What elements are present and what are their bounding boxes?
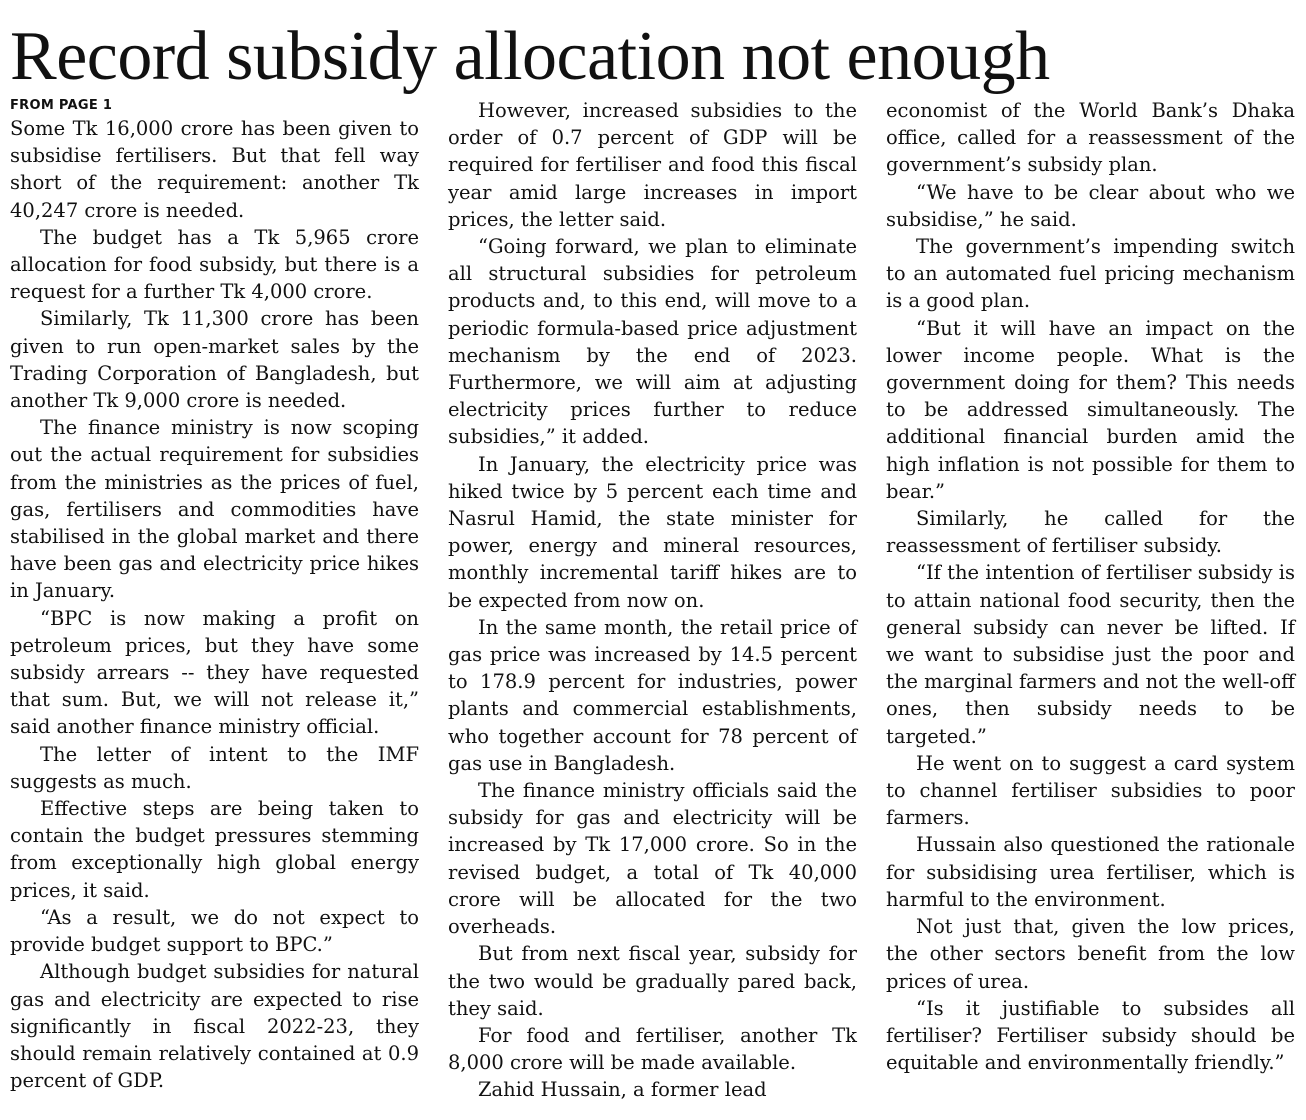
paragraph: He went on to suggest a card system to channel fertiliser subsidies to poor farmers. — [886, 751, 1295, 830]
paragraph: The finance ministry is now scoping out the actual requirement for subsidies from the ministries as the prices of fuel, gas, fertilisers and commodities have stabilised in the global market and there have been gas and electricity price hikes in January. — [10, 416, 419, 603]
paragraph: “Is it justifiable to subsides all fertiliser? Fertiliser subsidy should be equitable and environmentally friendly.” — [886, 996, 1295, 1075]
paragraph: “If the intention of fertiliser subsidy is to attain national food security, then the general subsidy can never be lifted. If we want to subsidise just the poor and the marginal farmers and not the well-off ones, then subsidy needs to be targeted.” — [886, 561, 1295, 748]
paragraph: The government’s impending switch to an automated fuel pricing mechanism is a good plan. — [886, 235, 1295, 313]
paragraph: “Going forward, we plan to eliminate all structural subsidies for petroleum products and, to this end, will move to a periodic formula-based price adjustment mechanism by the end of 2023. Furthermore, we will aim at adjusting electricity prices further to reduce subsidies,” it added. — [448, 235, 857, 449]
paragraph: Not just that, given the low prices, the other sectors benefit from the low prices of urea. — [886, 915, 1295, 993]
paragraph: For food and fertiliser, another Tk 8,000 crore will be made available. — [448, 1023, 857, 1075]
paragraph: The budget has a Tk 5,965 crore allocation for food subsidy, but there is a request for a further Tk 4,000 crore. — [10, 225, 419, 304]
article-column-1 — [10, 97, 419, 1094]
article-column-3 — [886, 97, 1295, 1076]
paragraph: But from next fiscal year, subsidy for the two would be gradually pared back, they said. — [448, 942, 857, 1020]
paragraph: In January, the electricity price was hiked twice by 5 percent each time and Nasrul Hamid, the state minister for power, energy and mineral resources, monthly incremental tariff hikes are to be expected from now on. — [448, 452, 857, 612]
paragraph: Although budget subsidies for natural gas and electricity are expected to rise significantly in fiscal 2022-23, they should remain relatively contained at 0.9 percent of GDP. — [10, 960, 419, 1093]
paragraph: Some Tk 16,000 crore has been given to subsidise fertilisers. But that fell way short of the requirement: another Tk 40,247 crore is needed. — [10, 117, 419, 222]
paragraph: “As a result, we do not expect to provide budget support to BPC.” — [10, 905, 419, 957]
headline: Record subsidy allocation not enough — [10, 18, 1050, 95]
paragraph: “We have to be clear about who we subsidise,” he said. — [886, 180, 1295, 231]
paragraph: In the same month, the retail price of gas price was increased by 14.5 percent to 178.9 percent for industries, power plants and commercial establishments, who together account for 78 percent of gas use in Bangladesh. — [448, 615, 857, 775]
paragraph: However, increased subsidies to the order of 0.7 percent of GDP will be required for fertiliser and food this fiscal year amid large increases in import prices, the letter said. — [448, 99, 857, 231]
paragraph: Effective steps are being taken to contain the budget pressures stemming from exceptionally high global energy prices, it said. — [10, 797, 419, 902]
paragraph: The letter of intent to the IMF suggests as much. — [10, 742, 419, 793]
paragraph: Similarly, he called for the reassessment of fertiliser subsidy. — [886, 507, 1295, 558]
paragraph: Zahid Hussain, a former lead — [478, 1078, 767, 1102]
paragraph: “But it will have an impact on the lower income people. What is the government doing for them? This needs to be addressed simultaneously. The additional financial burden amid the high inflation is not possible for them to bear.” — [886, 316, 1295, 503]
paragraph: Hussain also questioned the rationale for subsidising urea fertiliser, which is harmful to the environment. — [886, 833, 1295, 911]
paragraph: The finance ministry officials said the subsidy for gas and electricity will be increased by Tk 17,000 crore. So in the revised budget, a total of Tk 40,000 crore will be allocated for the two overheads. — [448, 779, 857, 939]
article-column-2 — [448, 97, 857, 1104]
paragraph: “BPC is now making a profit on petroleum prices, but they have some subsidy arrears -- they have requested that sum. But, we will not release it,” said another finance ministry official. — [10, 606, 419, 739]
continuation-kicker: FROM PAGE 1 — [10, 98, 113, 113]
paragraph: economist of the World Bank’s Dhaka office, called for a reassessment of the government’s subsidy plan. — [886, 99, 1295, 177]
paragraph: Similarly, Tk 11,300 crore has been given to run open-market sales by the Trading Corporation of Bangladesh, but another Tk 9,000 crore is needed. — [10, 307, 419, 413]
